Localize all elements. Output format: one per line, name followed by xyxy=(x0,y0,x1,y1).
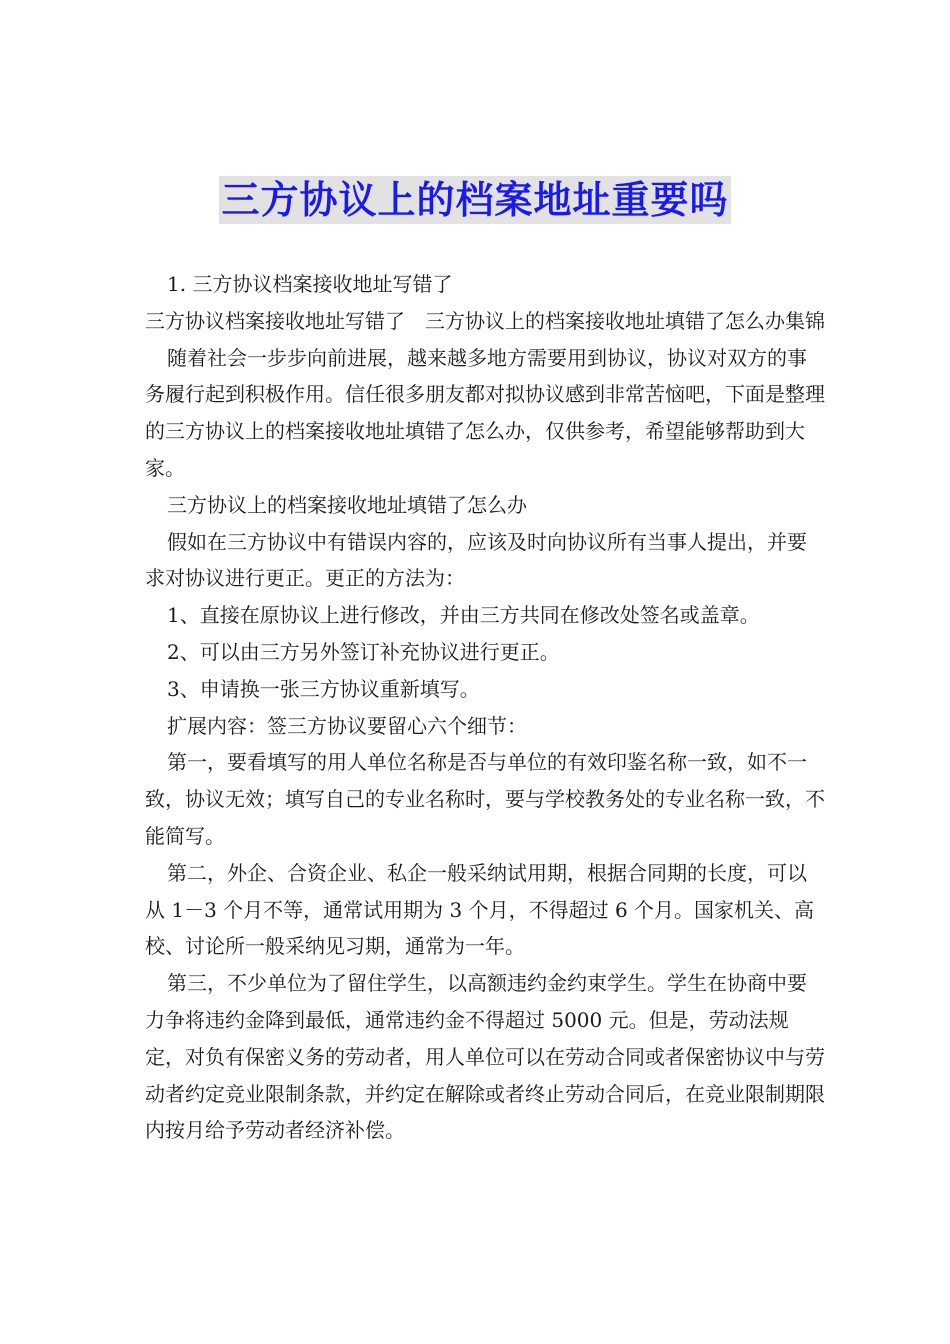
document-title: 三方协议上的档案地址重要吗 xyxy=(221,178,729,222)
paragraph-detail-2: 第二，外企、合资企业、私企一般采纳试用期，根据合同期的长度，可以从 1－3 个月不等，通常试用期为 3 个月，不得超过 6 个月。国家机关、高校、讨论所一般采纳见习期，通常为一年。 xyxy=(145,860,815,959)
document-body xyxy=(145,266,825,1149)
paragraph-extension-heading: 扩展内容：签三方协议要留心六个细节： xyxy=(167,713,527,738)
paragraph-method-1: 1、直接在原协议上进行修改，并由三方共同在修改处签名或盖章。 xyxy=(167,603,760,628)
paragraph-method-3: 3、申请换一张三方协议重新填写。 xyxy=(167,676,480,701)
paragraph-section-heading: 三方协议上的档案接收地址填错了怎么办 xyxy=(167,492,527,517)
paragraph-method-2: 2、可以由三方另外签订补充协议进行更正。 xyxy=(167,639,560,664)
paragraph-correction: 假如在三方协议中有错误内容的，应该及时向协议所有当事人提出，并要求对协议进行更正。更正的方法为： xyxy=(145,529,807,591)
paragraph-subtitle: 三方协议档案接收地址写错了 三方协议上的档案接收地址填错了怎么办集锦 xyxy=(145,308,825,333)
title-container xyxy=(0,176,950,224)
paragraph-intro: 随着社会一步步向前进展，越来越多地方需要用到协议，协议对双方的事务履行起到积极作用。信任很多朋友都对拟协议感到非常苦恼吧，下面是整理的三方协议上的档案接收地址填错了怎么办，仅供参考，希望能够帮助到大家。 xyxy=(145,345,825,480)
paragraph-heading-1: 1. 三方协议档案接收地址写错了 xyxy=(167,272,453,296)
paragraph-detail-3: 第三，不少单位为了留住学生，以高额违约金约束学生。学生在协商中要力争将违约金降到最低，通常违约金不得超过 5000 元。但是，劳动法规定，对负有保密义务的劳动者，用人单位可以在劳动合同或者保密协议中与劳动者约定竞业限制条款，并约定在解除或者终止劳动合同后，在竞业限制期限内按月给予劳动者经济补偿。 xyxy=(145,971,825,1143)
paragraph-detail-1: 第一，要看填写的用人单位名称是否与单位的有效印鉴名称一致，如不一致，协议无效；填写自己的专业名称时，要与学校教务处的专业名称一致，不能简写。 xyxy=(145,750,825,848)
